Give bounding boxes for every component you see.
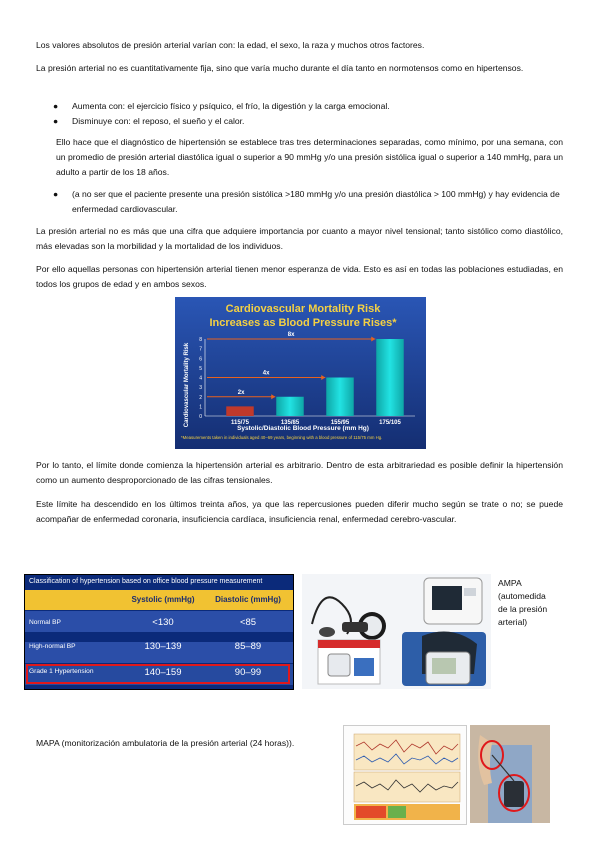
ambulatory-bp-chart-image	[343, 725, 467, 825]
bullet-text: Aumenta con: el ejercicio físico y psíquico, el frío, la digestión y la carga emocional.	[72, 101, 390, 111]
table-cell: ≥ 160	[151, 691, 175, 702]
paragraph-limit: Este límite ha descendido en los últimos treinta años, ya que las repercusiones pueden diferir mucho según se trate o no; se puede acompañar de enfermedad coronaria, insuficiencia cardíaca, insuficiencia renal, enfermedad cerebro-vascular.	[36, 499, 563, 524]
chart-x-tick-label: 135/85	[280, 420, 300, 426]
paragraph-variation: La presión arterial no es cuantitativamente fija, sino que varía mucho durante el día tanto en normotensos como en hipertensos.	[36, 63, 524, 73]
table-cell: Grade 2 Hypertension	[29, 691, 94, 698]
blood-pressure-devices-photo	[302, 574, 491, 689]
table-cell: <85	[239, 617, 257, 628]
chart-y-tick-label: 2	[199, 394, 202, 401]
bullet-icon: ●	[53, 116, 59, 126]
paragraph-importance: La presión arterial no es más que una cifra que adquiere importancia por cuanto a mayor nivel tensional; tanto sistólico como diastólico, más elevadas son la morbilidad y la mortalidad de los individuos.	[36, 226, 563, 251]
mortality-risk-chart	[175, 297, 426, 449]
ampa-label-line: arterial)	[498, 617, 528, 627]
table-caption: Classification of hypertension based on office blood pressure measurement	[29, 578, 263, 585]
table-header	[25, 590, 293, 610]
chart-x-tick-label: 155/95	[330, 420, 350, 426]
chart-y-tick-label: 3	[199, 385, 202, 392]
chart-y-tick-label: 1	[199, 404, 202, 411]
table-cell: 130–139	[144, 641, 182, 652]
table-cell: <130	[152, 617, 174, 628]
chart-bar	[276, 397, 304, 416]
chart-annotation-label: 4x	[262, 370, 270, 377]
boxed-monitor-icon	[318, 640, 380, 684]
table-header-cell: Diastolic (mmHg)	[215, 595, 281, 604]
chart-title: Cardiovascular Mortality Risk	[225, 303, 381, 315]
ambulatory-monitor-photo	[470, 725, 550, 823]
chart-bar	[226, 406, 254, 416]
chart-y-tick-label: 7	[199, 346, 202, 353]
chart-subtitle: Increases as Blood Pressure Rises*	[209, 317, 397, 329]
mapa-label: MAPA (monitorización ambulatoria de la presión arterial (24 horas)).	[36, 738, 295, 748]
chart-annotation-label: 8x	[287, 332, 295, 338]
chart-y-tick-label: 8	[199, 337, 202, 343]
paragraph-intro: Los valores absolutos de presión arterial varían con: la edad, el sexo, la raza y muchos otros factores.	[36, 40, 425, 50]
bullet-icon: ●	[53, 101, 59, 111]
chart-annotation-label: 2x	[237, 389, 245, 396]
chart-footnote: *Measurements taken in individuals aged 40–69 years, beginning with a blood pressure of 115/75 mm Hg.	[181, 435, 383, 440]
table-cell: 85–89	[234, 641, 262, 652]
table-cell: High-normal BP	[29, 643, 76, 650]
ampa-label-line: de la presión	[498, 604, 548, 614]
table-header-cell: Systolic (mmHg)	[131, 595, 195, 604]
ampa-label	[498, 577, 547, 629]
paragraph-arbitrary: Por lo tanto, el límite donde comienza la hipertensión arterial es arbitrario. Dentro de esta arbitrariedad es posible definir la hipertensión como un aumento desproporcionado de las cifras tensionales.	[36, 460, 563, 485]
chart-y-tick-label: 4	[199, 375, 202, 382]
table-cell: Grade 1 Hypertension	[29, 668, 94, 675]
hypertension-classification-table	[24, 574, 294, 702]
ampa-label-line: AMPA	[498, 578, 522, 588]
chart-y-tick-label: 0	[199, 414, 202, 420]
bullet-text: Disminuye con: el reposo, el sueño y el calor.	[72, 116, 245, 126]
bullet-icon: ●	[53, 189, 59, 199]
table-cell: Normal BP	[29, 619, 61, 626]
chart-x-tick-label: 175/105	[379, 420, 401, 426]
chart-x-tick-label: 115/75	[230, 420, 250, 426]
chart-y-tick-label: 5	[199, 365, 202, 372]
bullet-text: (a no ser que el paciente presente una presión sistólica >180 mmHg y/o una presión diastólica > 100 mmHg) y hay evidencia de enfermedad cardiovascular.	[72, 189, 560, 214]
chart-bar	[376, 339, 404, 416]
chart-xlabel: Systolic/Diastolic Blood Pressure (mm Hg)	[237, 425, 369, 432]
paragraph-diagnosis: Ello hace que el diagnóstico de hipertensión se establece tras tres determinaciones separadas, como mínimo, por una semana, con un promedio de presión arterial diastólica igual o superior a 90 mmHg y/o una presión sistólica igual o superior a 140 mmHg, para un adulto a partir de los 18 años.	[56, 137, 563, 177]
chart-y-tick-label: 6	[199, 356, 202, 363]
ampa-label-line: (automedida	[498, 591, 546, 601]
chart-ylabel: Cardiovascular Mortality Risk	[184, 342, 190, 428]
table-cell: 140–159	[144, 667, 182, 678]
wrist-monitor-icon	[424, 578, 482, 624]
paragraph-life-expectancy: Por ello aquellas personas con hipertensión arterial tienen menor esperanza de vida. Esto es así en todas las poblaciones estudiadas, en todos los grupos de edad y en ambos sexos.	[36, 264, 563, 289]
chart-bar	[326, 378, 354, 417]
highlight-box	[26, 664, 290, 684]
arm-monitor-icon	[402, 632, 486, 687]
table-cell: ≥100	[237, 691, 259, 702]
table-cell: 90–99	[234, 667, 262, 678]
